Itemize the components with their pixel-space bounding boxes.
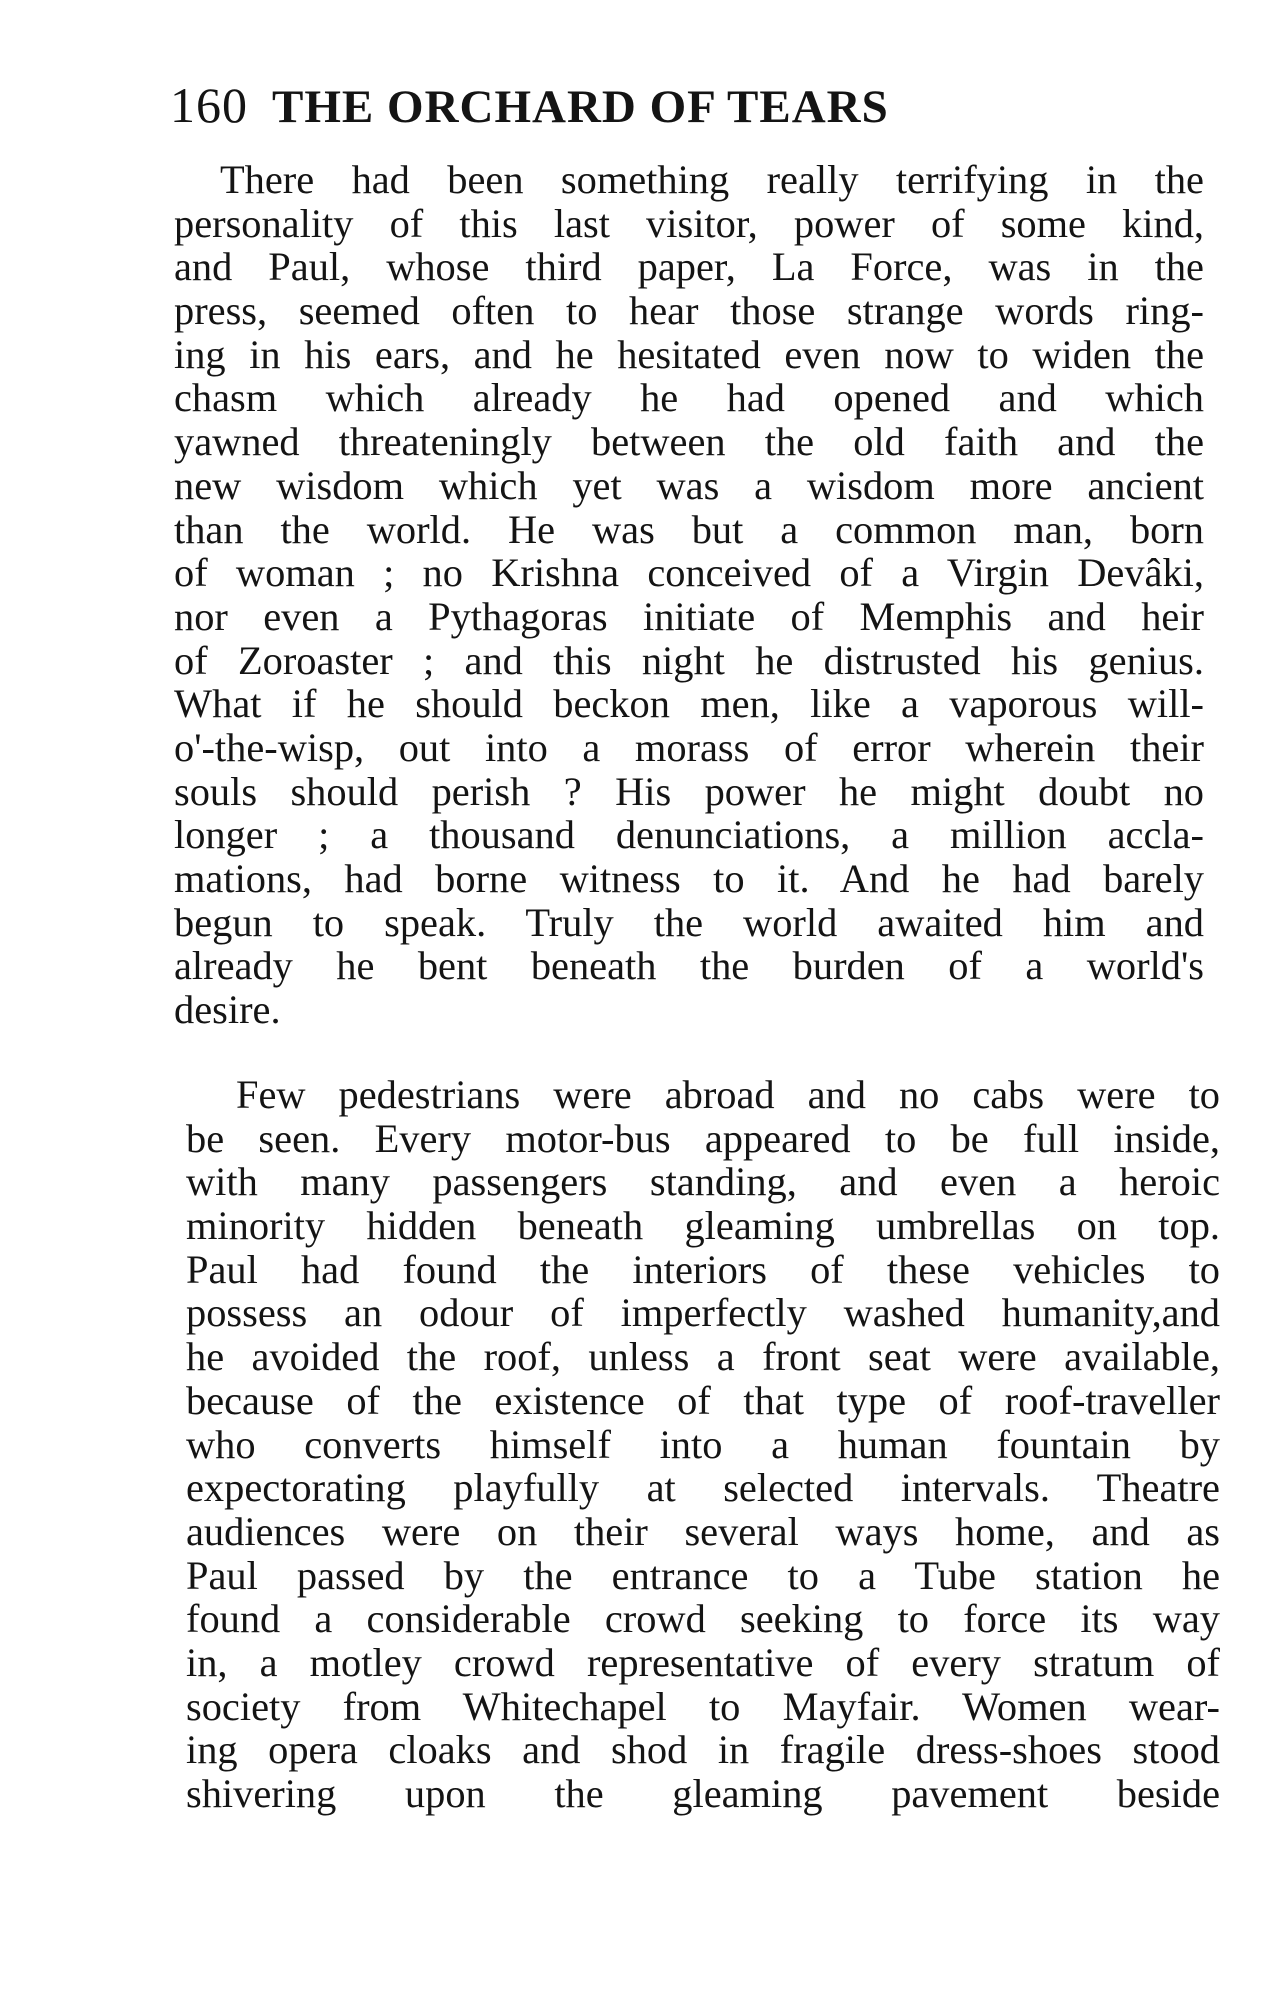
- text-line: Paul passed by the entrance to a Tube station he: [186, 1552, 1220, 1598]
- text-line: with many passengers standing, and even a heroic: [186, 1159, 1220, 1205]
- text-line: mations, had borne witness to it. And he had barely: [174, 856, 1204, 901]
- text-line: audiences were on their several ways home, and as: [186, 1508, 1220, 1554]
- text-line: souls should perish ? His power he might doubt no: [174, 768, 1204, 814]
- text-line: already he bent beneath the burden of a world's: [174, 943, 1204, 989]
- text-line: nor even a Pythagoras initiate of Memphis and heir: [174, 593, 1204, 639]
- text-line: he avoided the roof, unless a front seat were available,: [186, 1334, 1220, 1380]
- text-line: society from Whitechapel to Mayfair. Women wear-: [186, 1683, 1220, 1729]
- text-line: be seen. Every motor-bus appeared to be full inside,: [186, 1115, 1220, 1161]
- text-line: begun to speak. Truly the world awaited him and: [174, 899, 1204, 945]
- text-line: o'-the-wisp, out into a morass of error wherein their: [174, 724, 1204, 770]
- text-line: longer ; a thousand denunciations, a million accla-: [174, 812, 1204, 858]
- page-number: 160: [170, 77, 248, 133]
- text-line: chasm which already he had opened and which: [174, 375, 1204, 421]
- text-line: yawned threateningly between the old faith and the: [174, 419, 1204, 465]
- running-title: THE ORCHARD OF TEARS: [272, 81, 889, 133]
- text-line: found a considerable crowd seeking to force its way: [186, 1596, 1220, 1642]
- text-line: personality of this last visitor, power of some kind,: [174, 200, 1204, 246]
- text-line: Few pedestrians were abroad and no cabs were to: [236, 1072, 1220, 1117]
- text-line: shivering upon the gleaming pavement beside: [186, 1771, 1220, 1816]
- paragraph-2: [186, 1073, 1220, 1816]
- text-line: Paul had found the interiors of these vehicles to: [186, 1246, 1220, 1292]
- text-line: ing in his ears, and he hesitated even now to widen the: [174, 331, 1204, 377]
- text-line: than the world. He was but a common man, born: [174, 506, 1204, 552]
- text-line: in, a motley crowd representative of every stratum of: [186, 1639, 1220, 1685]
- text-line: because of the existence of that type of roof-traveller: [186, 1377, 1220, 1423]
- text-line: who converts himself into a human fountain by: [186, 1421, 1220, 1467]
- text-line: press, seemed often to hear those strange words ring-: [174, 288, 1204, 334]
- text-line: There had been something really terrifying in the: [220, 157, 1204, 202]
- text-line: of woman ; no Krishna conceived of a Virgin Devâki,: [174, 550, 1204, 596]
- text-line: new wisdom which yet was a wisdom more ancient: [174, 462, 1204, 508]
- text-line: and Paul, whose third paper, La Force, was in the: [174, 244, 1204, 290]
- text-line: ing opera cloaks and shod in fragile dress-shoes stood: [186, 1727, 1220, 1773]
- text-line: possess an odour of imperfectly washed humanity,and: [186, 1290, 1220, 1336]
- text-line: expectorating playfully at selected intervals. Theatre: [186, 1465, 1220, 1511]
- text-line: minority hidden beneath gleaming umbrellas on top.: [186, 1203, 1220, 1249]
- text-line: What if he should beckon men, like a vaporous will-: [174, 681, 1204, 727]
- text-line: desire.: [174, 987, 281, 1033]
- paragraph-1: [174, 158, 1204, 1032]
- text-line: of Zoroaster ; and this night he distrusted his genius.: [174, 637, 1204, 683]
- page-header: [170, 76, 889, 140]
